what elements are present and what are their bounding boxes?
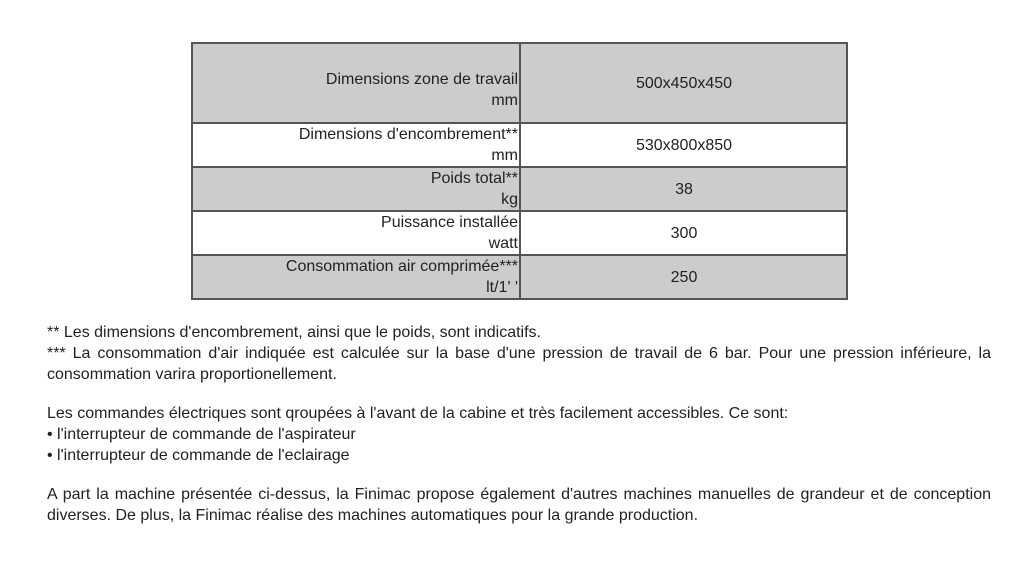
footnote-double-star: ** Les dimensions d'encombrement, ainsi que le poids, sont indicatifs. bbox=[47, 324, 541, 341]
spec-row-air-consumption bbox=[192, 255, 847, 299]
spec-value: 300 bbox=[520, 211, 847, 255]
spec-value: 38 bbox=[520, 167, 847, 211]
spec-row-installed-power bbox=[192, 211, 847, 255]
commands-list-item: • l'interrupteur de commande de l'eclairage bbox=[47, 447, 350, 464]
spec-label: Poids total** bbox=[430, 170, 518, 187]
spec-unit: lt/1' ' bbox=[486, 279, 518, 296]
spec-label: Consommation air comprimée*** bbox=[285, 258, 518, 275]
spec-row-overall-dimensions bbox=[192, 123, 847, 167]
commands-intro: Les commandes électriques sont qroupées à l'avant de la cabine et très facilement accessibles. Ce sont: bbox=[47, 405, 789, 422]
spec-label: Dimensions zone de travail bbox=[325, 71, 518, 88]
spec-label-cell bbox=[192, 43, 520, 123]
spec-label-cell bbox=[192, 255, 520, 299]
footnotes bbox=[47, 322, 991, 385]
commands-list-item: • l'interrupteur de commande de l'aspirateur bbox=[47, 426, 356, 443]
spec-label: Puissance installée bbox=[381, 214, 518, 231]
spec-unit: mm bbox=[491, 147, 518, 164]
spec-value: 500x450x450 bbox=[520, 43, 847, 123]
spec-unit: kg bbox=[501, 191, 518, 208]
spec-unit: mm bbox=[491, 92, 518, 109]
spec-label-cell bbox=[192, 167, 520, 211]
spec-unit: watt bbox=[488, 235, 518, 252]
electrical-commands-paragraph bbox=[47, 403, 991, 466]
company-info-paragraph bbox=[47, 484, 991, 526]
footnote-triple-star: *** La consommation d'air indiquée est calculée sur la base d'une pression de travail de 6 bar. Pour une pression inférieure, la consommation varira proportionellement. bbox=[47, 345, 991, 383]
specifications-table bbox=[191, 42, 848, 300]
spec-value: 530x800x850 bbox=[520, 123, 847, 167]
spec-row-work-area-dimensions bbox=[192, 43, 847, 123]
spec-row-total-weight bbox=[192, 167, 847, 211]
spec-label-cell bbox=[192, 123, 520, 167]
spec-value: 250 bbox=[520, 255, 847, 299]
company-info-text: A part la machine présentée ci-dessus, la Finimac propose également d'autres machines manuelles de grandeur et de conception diverses. De plus, la Finimac réalise des machines automatiques pour la grande production. bbox=[47, 486, 991, 524]
spec-label-cell bbox=[192, 211, 520, 255]
spec-label: Dimensions d'encombrement** bbox=[298, 126, 518, 143]
